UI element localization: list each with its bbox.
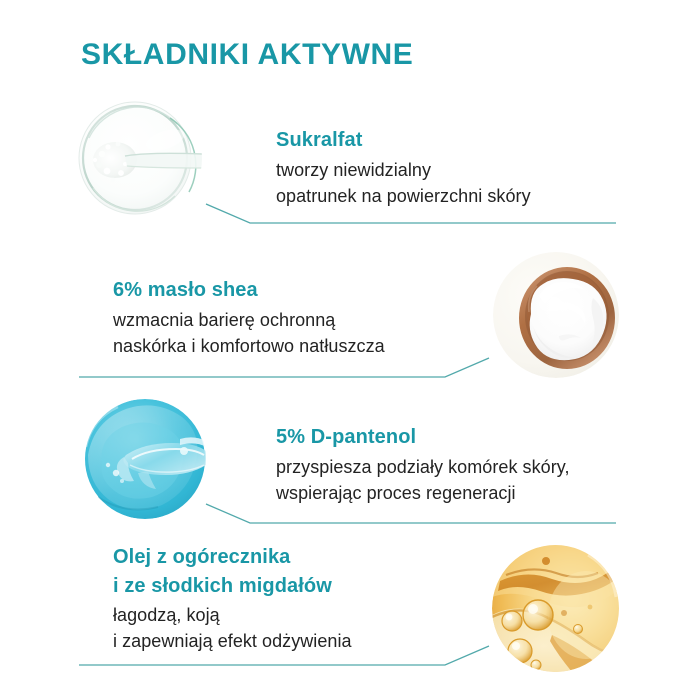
ingredient-desc-3-line-1: przyspiesza podziały komórek skóry, (276, 456, 570, 477)
ingredient-name-3: 5% D-pantenol (276, 426, 417, 448)
ingredient-name-2: 6% masło shea (113, 279, 258, 301)
ingredient-block-2 (113, 278, 385, 359)
ingredient-name-4-line-2: i ze słodkich migdałów (113, 574, 332, 597)
divider-row-1 (205, 203, 617, 227)
ingredient-block-1 (276, 128, 531, 209)
ingredient-name-1: Sukralfat (276, 129, 363, 151)
ingredient-image-wooden-bowl-shea-butter (493, 252, 619, 378)
ingredient-image-petri-dish-white-powder (77, 96, 202, 221)
ingredient-name-4-line-1: Olej z ogórecznika (113, 546, 291, 568)
ingredient-block-4 (113, 545, 352, 654)
ingredient-block-3 (276, 425, 570, 506)
ingredient-desc-4-line-2: i zapewniają efekt odżywienia (113, 631, 352, 652)
divider-row-3 (205, 503, 617, 527)
ingredient-image-blue-gel-drop (84, 399, 206, 519)
divider-row-4 (78, 645, 490, 669)
page-title: SKŁADNIKI AKTYWNE (81, 38, 414, 71)
ingredient-desc-2-line-2: naskórka i komfortowo natłuszcza (113, 335, 385, 356)
ingredient-desc-4-line-1: łagodzą, koją (113, 605, 220, 626)
ingredient-desc-2-line-1: wzmacnia barierę ochronną (113, 309, 336, 330)
ingredient-image-golden-oil-bubbles (492, 545, 619, 672)
divider-row-2 (78, 357, 490, 381)
ingredient-desc-3-line-2: wspierając proces regeneracji (276, 482, 516, 503)
ingredient-desc-1-line-1: tworzy niewidzialny (276, 159, 432, 180)
ingredient-desc-1-line-2: opatrunek na powierzchni skóry (276, 185, 531, 206)
